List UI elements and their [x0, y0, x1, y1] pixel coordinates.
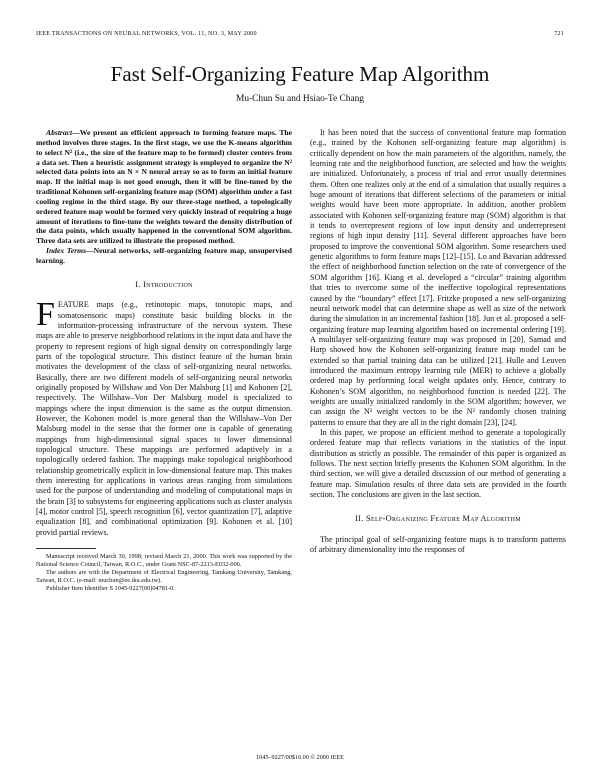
right-paragraph-3: The principal goal of self-organizing feature maps is to transform patterns of arbitrary dimensionality into the responses of [310, 534, 566, 555]
abstract-label: Abstract [46, 128, 73, 137]
left-column [36, 128, 292, 593]
drop-cap: F [36, 296, 55, 334]
journal-name: IEEE TRANSACTIONS ON NEURAL NETWORKS, VOL. 11, NO. 3, MAY 2000 [36, 30, 257, 37]
right-column [310, 128, 566, 555]
footnote-manuscript: Manuscript received March 30, 1998; revised March 21, 2000. This work was supported by the National Science Council, Taiwan, R.O.C., under Grant NSC-87-2213-E032-006. [36, 553, 292, 569]
abstract [36, 128, 292, 246]
intro-paragraph [36, 296, 292, 538]
paper-authors: Mu-Chun Su and Hsiao-Te Chang [236, 94, 364, 104]
paper-title: Fast Self-Organizing Feature Map Algorithm [110, 62, 490, 86]
right-paragraph-2: In this paper, we propose an efficient method to generate a topologically ordered feature map that reflects variations in the statistics of the input distribution as strictly as possible. The remainder of this paper is organized as follows. The next section briefly presents the Kohonen SOM algorithm. In the third section, we will give a detailed discussion of our method of generating a feature map. Simulation results of three data sets are provided in the fourth section. The conclusions are given in the last section. [310, 427, 566, 500]
section-heading-som: II. Self-Organizing Feature Map Algorithm [355, 514, 521, 524]
index-terms-text: —Neural networks, self-organizing feature map, unsupervised learning. [36, 246, 292, 265]
index-terms-label: Index Terms [46, 246, 87, 256]
running-header [36, 30, 564, 37]
footnote-rule [36, 548, 96, 549]
footnote-identifier: Publisher Item Identifier S 1045-9227(00)04781-0. [46, 585, 175, 593]
page-number: 721 [554, 30, 564, 37]
copyright-footer: 1045–9227/00$10.00 © 2000 IEEE [256, 754, 344, 761]
footnote-affiliation: The authors are with the Department of Electrical Engineering, Tamkang University, Tamkang, Taiwan, R.O.C. (e-mail: muchun@ee.tku.edu.tw). [36, 569, 292, 585]
section-heading-introduction: I. Introduction [135, 279, 193, 289]
abstract-text: —We present an efficient approach to forming feature maps. The method involves three stages. In the first stage, we use the K-means algorithm to select N² (i.e., the size of the feature map to be formed) cluster centers from a data set. Then a heuristic assignment strategy is employed to organize the N² selected data points into an N × N neural array so as to form an initial feature map. If the initial map is not good enough, then it will be fine-tuned by the traditional Kohonen self-organizing feature map (SOM) algorithm under a fast cooling regime in the third stage. By our three-stage method, a topologically ordered feature map would be formed very quickly instead of requiring a huge amount of iterations to fine-tune the weights toward the density distribution of the data points, which usually happened in the conventional SOM algorithm. Three data sets are utilized to illustrate the proposed method. [36, 128, 292, 246]
intro-text: EATURE maps (e.g., retinotopic maps, tonotopic maps, and somatosensoric maps) constitute basic building blocks in the information-processing infrastructure of the nervous system. These maps are able to preserve neighborhood relations in the input data and have the property to represent regions of high signal density on correspondingly large parts of the topological structure. This distinct feature of the human brain motivates the development of the class of self-organizing neural networks. Basically, there are two different models of self-organizing neural networks originally proposed by Willshaw and Von Der Malsburg [1] and Kohonen [2], respectively. The Willshaw–Von Der Malsburg model is specialized to mappings where the input dimension is the same as the output dimension. However, the Kohonen model is more general than the Willshaw–Von Der Malsburg model in the sense that the former one is capable of generating mappings from high-dimensional signal spaces to lower dimensional topological structure. These mappings are performed adaptively in a topologically ordered fashion. The mappings make topological neighborhood relationship geometrically explicit in low-dimensional feature map. This makes them interesting for applications in various areas ranging from simulations used for the purpose of understanding and modeling of computational maps in the brain [3] to subsystems for engineering applications such as cluster analysis [4], motor control [5], speech recognition [6], vector quantization [7], adaptive equalization [8], and combinational optimization [9]. Kohonen et al. [10] provid partial reviews. [36, 300, 292, 537]
index-terms [36, 246, 292, 266]
right-paragraph-1: It has been noted that the success of conventional feature map formation (e.g., trained by the Kohonen self-organizing feature map algorithm) is critically dependent on how the main parameters of the algorithm, namely, the learning rate and the neighborhood function, are selected and how the weights are initialized. Unfortunately, a process of trial and error usually determines them. Often one realizes only at the end of a simulation that usually requires a huge amount of iterations that different selections of the parameters or initial weights would have been more appropriate. In addition, another problem associated with Kohonen self-organizing feature map (SOM) algorithm is that it tends to overrepresent regions of low input density and underrepresent regions of high input density [11]. Several different approaches have been proposed to improve the conventional SOM algorithm. Some researchers used genetic algorithms to form feature maps [12]–[15]. Lo and Bavarian addressed the effect of neighborhood function selection on the rate of convergence of the SOM algorithm [16]. Kiang et al. developed a “circular” training algorithm that tries to overcome some of the ineffective topological representations caused by the “boundary” effect [17]. Fritzke proposed a new self-organizing neural network model that can determine shape as well as size of the network during the simulation in an incremental fashion [18]. Jun et al. proposed a self-organizing feature map learning algorithm based on incremental ordering [19]. A multilayer self-organizing feature map was proposed in [20]. Samad and Harp showed how the Kohonen self-organizing feature map model can be extended so that partial training data can be utilized [21]. Hulle and Leuven introduced the maximum entropy learning rule (MER) to achieve a globally ordered map by performing local weight updates only. Hence, contrary to Kohonen’s SOM algorithm, no neighborhood function is needed [22]. The weights are usually initialized randomly in the SOM algorithm; however, we can assign the N² weight vectors to be the N² randomly chosen training patterns to ensure that they are all in the right domain [23], [24]. [310, 128, 566, 427]
